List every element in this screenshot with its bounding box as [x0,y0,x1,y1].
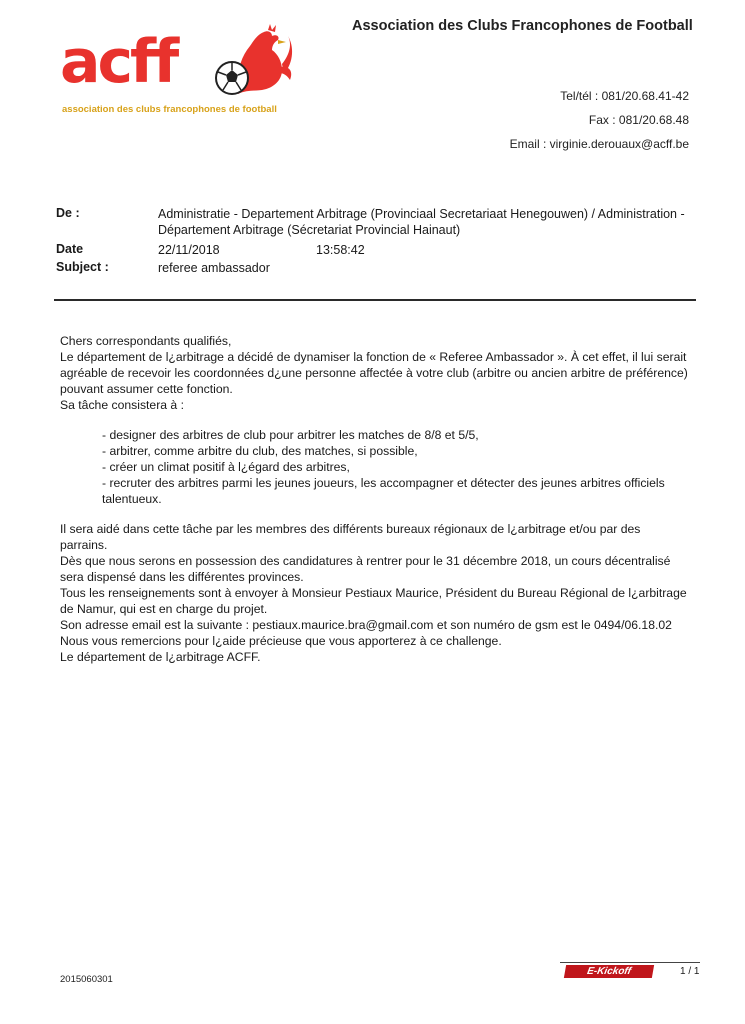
phone-number: Tel/tél : 081/20.68.41-42 [560,89,689,103]
task-intro: Sa tâche consistera à : [60,398,184,412]
logo-wordmark: acff [60,27,177,97]
header-divider [54,299,696,301]
rooster-football-icon [198,24,294,96]
footer-divider [560,962,700,963]
from-row [56,206,696,240]
task-item: - designer des arbitres de club pour arbitrer les matches de 8/8 et 5/5, [102,428,479,442]
thanks-paragraph: Nous vous remercions pour l¿aide précieuse que vous apporterez à ce challenge. [60,634,502,648]
organization-name: Association des Clubs Francophones de Football [352,18,693,34]
document-number: 2015060301 [60,974,113,985]
page-count: 1 / 1 [680,966,700,977]
date-value: 22/11/2018 [158,243,220,257]
contact-block [510,84,689,156]
from-label: De : [56,206,80,220]
date-row [56,242,696,260]
email-address: Email : virginie.derouaux@acff.be [509,137,689,151]
contact-paragraph: Tous les renseignements sont à envoyer à Monsieur Pestiaux Maurice, Président du Bureau Régional de l¿arbitrage de Namur, qui est en charge du projet. [60,586,687,616]
course-paragraph: Dès que nous serons en possession des candidatures à rentrer pour le 31 décembre 2018, un cours décentralisé sera dispensé dans les différentes provinces. [60,554,671,584]
task-item: - recruter des arbitres parmi les jeunes joueurs, les accompagner et détecter des jeunes arbitres officiels talentueux. [102,476,665,506]
task-item: - créer un climat positif à l¿égard des arbitres, [102,460,350,474]
signature: Le département de l¿arbitrage ACFF. [60,650,261,664]
message-body [60,333,690,665]
intro-paragraph: Le département de l¿arbitrage a décidé de dynamiser la fonction de « Referee Ambassador ». À cet effet, il lui serait agréable de recevoir les coordonnées d¿une personne affectée à votre club (arbitre ou ancien arbitre de préférence) pouvant assumer cette fonction. [60,350,688,396]
from-value: Administratie - Departement Arbitrage (Provinciaal Secretariaat Henegouwen) / Administration - Département Arbitrage (Sécretariat Provincial Hainaut) [158,207,685,237]
subject-label: Subject : [56,260,109,274]
fax-number: Fax : 081/20.68.48 [588,113,689,127]
help-paragraph: Il sera aidé dans cette tâche par les membres des différents bureaux régionaux de l¿arbitrage et/ou par des parrains. [60,522,641,552]
subject-value: referee ambassador [158,261,270,275]
task-item: - arbitrer, comme arbitre du club, des matches, si possible, [102,444,418,458]
logo-tagline: association des clubs francophones de football [62,104,277,115]
greeting: Chers correspondants qualifiés, [60,334,232,348]
task-list [60,427,690,507]
date-label: Date [56,242,84,256]
message-meta [56,206,696,278]
subject-row [56,260,696,278]
ekickoff-logo: E-Kickoff [564,965,654,978]
address-paragraph: Son adresse email est la suivante : pestiaux.maurice.bra@gmail.com et son numéro de gsm est le 0494/06.18.02 [60,618,672,632]
time-value: 13:58:42 [316,243,365,257]
acff-logo [58,24,298,114]
